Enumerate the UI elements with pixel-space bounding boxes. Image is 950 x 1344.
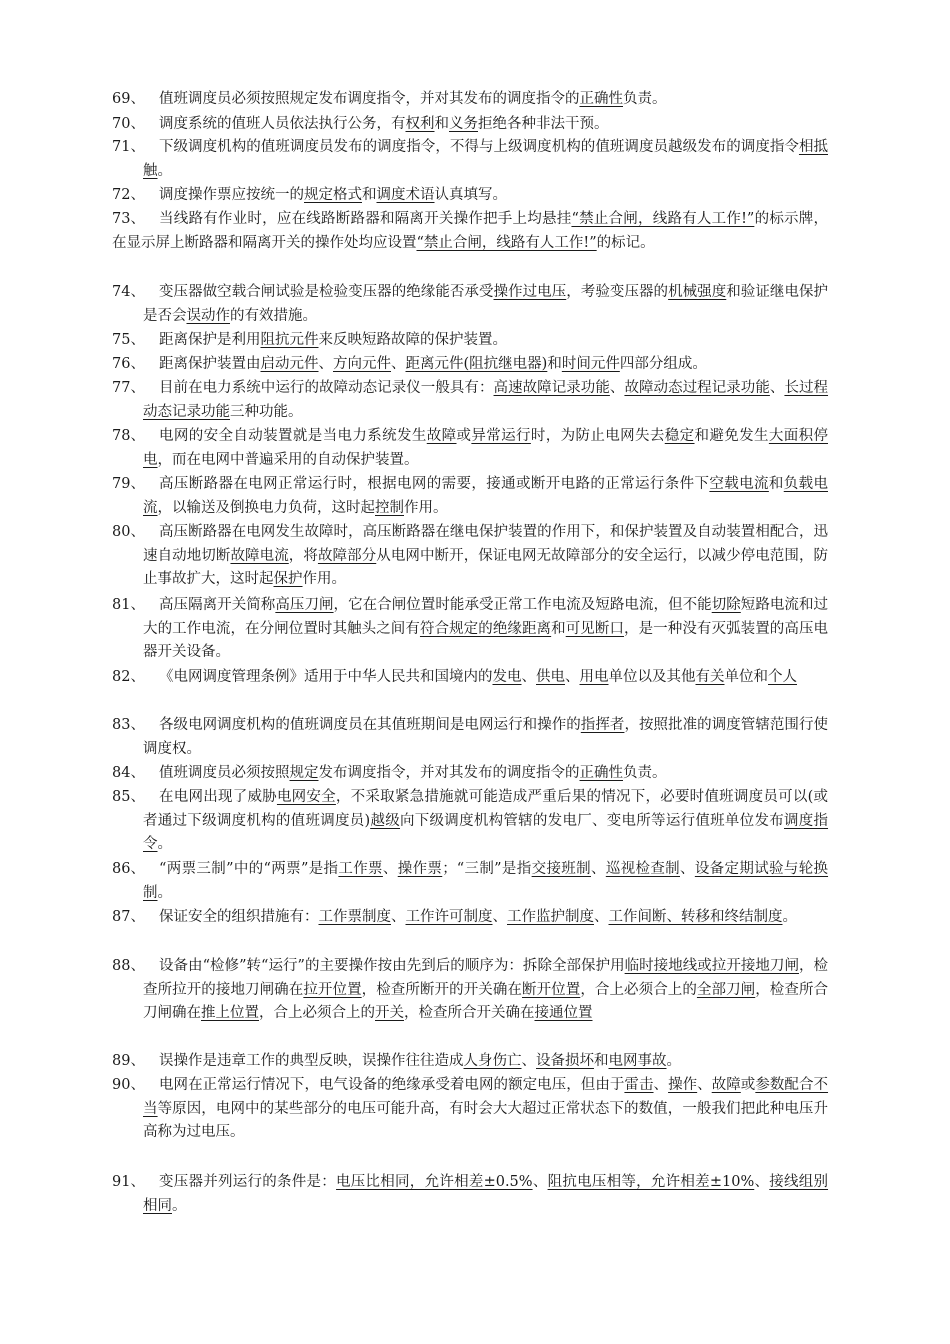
- list-item: [112, 858, 828, 905]
- text-segment: 当线路有作业时，应在线路断路器和隔离开关操作把手上均悬挂: [159, 211, 572, 227]
- answer-blank: 工作间断、转移和终结制度: [608, 909, 783, 925]
- text-segment: ，合上必须合上的: [259, 1005, 375, 1022]
- answer-blank: 故障电流: [230, 547, 289, 564]
- item-number: 83、: [112, 717, 145, 733]
- text-segment: 或: [740, 1077, 756, 1093]
- text-segment: 《电网调度管理条例》适用于中华人民共和国境内的: [159, 669, 493, 685]
- text-segment: 、: [590, 861, 606, 877]
- item-text: [143, 786, 828, 857]
- text-segment: 电网的安全自动装置就是当电力系统发生: [159, 428, 427, 444]
- answer-blank: 规定格式: [304, 187, 362, 203]
- answer-blank: 电压比相同，允许相差±0.5%: [336, 1174, 533, 1190]
- text-segment: ，而在电网中普遍采用的自动保护装置。: [157, 451, 419, 468]
- answer-blank: 高压刀闸: [275, 597, 334, 613]
- answer-blank: 高速故障记录功能: [493, 380, 610, 396]
- text-segment: 、: [594, 909, 609, 925]
- answer-blank: 设备损坏: [536, 1053, 594, 1069]
- item-number: 86、: [112, 861, 145, 877]
- answer-blank: 稳定: [664, 428, 695, 444]
- item-number: 80、: [112, 524, 145, 540]
- text-segment: 。: [666, 1053, 681, 1069]
- text-segment: 和: [547, 356, 562, 372]
- answer-blank: 工作票: [338, 861, 383, 877]
- text-segment: ，检查所拉开的接地刀闸确在: [143, 958, 828, 998]
- item-number: 75、: [112, 332, 145, 348]
- text-segment: 下级调度机构的值班调度员发布的调度指令，不得与上级调度机构的值班调度员越级发布的调度指令: [159, 139, 799, 155]
- text-segment: ，将: [288, 547, 318, 564]
- answer-blank: 正确性: [579, 765, 623, 781]
- answer-blank: 断开位置: [522, 981, 581, 998]
- text-segment: 高压断路器在电网发生故障时，高压断路器在继电保护装置的作用下，和保护装置及自动装置相配合，迅速自动地切断: [143, 524, 828, 564]
- text-segment: 的有效措施。: [230, 307, 317, 324]
- text-segment: 等原因，电网中的某些部分的电压可能升高，有时会大大超过正常状态下的数值，一般我们把此种电压升高称为过电压。: [143, 1100, 828, 1141]
- answer-blank: 用电: [579, 669, 609, 685]
- item-text: [143, 1171, 828, 1218]
- answer-blank: 参数配合不当: [143, 1077, 829, 1117]
- item-number: 89、: [112, 1053, 145, 1069]
- answer-blank: 发电: [492, 669, 522, 685]
- item-number: 87、: [112, 909, 145, 925]
- item-text: [143, 1074, 828, 1145]
- text-segment: ，不采取紧急措施就可能造成严重后果的情况下，必要时值班调度员可以(或者通过下级调度机构的值班调度员): [143, 789, 829, 829]
- text-segment: 的标示牌，在显示屏上断路器和隔离开关的操作处均应设置: [112, 211, 829, 251]
- list-item: [112, 521, 828, 592]
- answer-blank: 接通位置: [534, 1005, 593, 1022]
- text-segment: 距离保护装置由: [159, 356, 261, 372]
- answer-blank: 大面积停电: [143, 428, 828, 468]
- answer-blank: 设备定期试验与轮换制: [143, 861, 829, 901]
- item-number: 88、: [112, 958, 145, 974]
- item-text: [143, 329, 828, 353]
- text-segment: 、: [609, 380, 625, 396]
- list-item: [112, 329, 828, 353]
- answer-blank: 方向元件: [333, 356, 391, 372]
- text-segment: 短路电流和过大的工作电流，在分闸位置时其触头之间有: [143, 597, 829, 637]
- answer-blank: 空载电流: [709, 476, 769, 492]
- text-segment: 和: [768, 476, 784, 492]
- text-segment: 各级电网调度机构的值班调度员在其值班期间是电网运行和操作的: [159, 717, 581, 733]
- text-segment: 设备由“检修”转“运行”的主要操作按由先到后的顺序为：拆除全部保护用: [159, 958, 625, 974]
- answer-blank: 规定: [289, 765, 319, 781]
- list-item: [112, 955, 828, 1026]
- text-segment: ；“三制”是指: [442, 861, 532, 877]
- answer-blank: 义务: [449, 116, 478, 132]
- text-segment: 向下级调度机构管辖的发电厂、变电所等运行值班单位发布: [400, 812, 784, 829]
- answer-blank: 临时接地线或拉开接地刀闸: [624, 958, 799, 974]
- text-segment: 、: [769, 380, 785, 396]
- answer-blank: 推上位置: [201, 1005, 259, 1022]
- item-text: [143, 281, 828, 328]
- list-item: [112, 425, 828, 472]
- item-number: 73、: [112, 211, 145, 227]
- text-segment: 变压器做空载合闸试验是检验变压器的绝缘能否承受: [159, 284, 494, 300]
- text-segment: 来反映短路故障的保护装置。: [318, 332, 507, 348]
- answer-blank: 巡视检查制: [605, 861, 680, 877]
- answer-blank: 有关: [695, 669, 725, 685]
- answer-blank: 控制: [375, 499, 404, 516]
- answer-blank: 电网事故: [608, 1053, 667, 1069]
- item-text: [143, 1050, 828, 1074]
- text-segment: 、: [521, 1053, 536, 1069]
- list-item: [112, 714, 828, 761]
- text-segment: 从电网中断开，保证电网无故障部分的安全运行，以减少停电范围，防止事故扩大，这时起: [143, 547, 829, 588]
- text-segment: 的标记。: [596, 234, 655, 251]
- list-item: [112, 184, 828, 208]
- text-segment: 变压器并列运行的条件是：: [159, 1174, 337, 1190]
- list-item: [112, 136, 828, 183]
- item-number: 79、: [112, 476, 145, 492]
- text-segment: 和: [362, 187, 377, 203]
- answer-blank: 接线组别相同: [143, 1174, 829, 1214]
- text-segment: 和避免发生: [694, 428, 769, 444]
- item-text: [143, 666, 828, 690]
- answer-blank: 启动元件: [260, 356, 319, 372]
- answer-blank: 供电: [536, 669, 565, 685]
- item-number: 85、: [112, 789, 145, 805]
- answer-blank: 电网安全: [276, 789, 336, 805]
- text-segment: 、: [680, 861, 695, 877]
- item-text: [143, 184, 828, 208]
- answer-blank: 距离元件(阻抗继电器): [405, 356, 548, 372]
- answer-blank: “禁止合闸，线路有人工作!”: [416, 234, 597, 251]
- text-segment: 保证安全的组织措施有：: [159, 909, 319, 925]
- text-segment: 、: [565, 669, 580, 685]
- text-segment: 三种功能。: [230, 403, 303, 420]
- item-text: [143, 521, 828, 592]
- answer-blank: 负载电流: [143, 476, 828, 516]
- text-segment: ，合上必须合上的: [580, 981, 697, 998]
- item-text: [143, 858, 828, 905]
- item-text: [112, 208, 828, 255]
- answer-blank: 正确性: [579, 91, 623, 107]
- answer-blank: 开关: [375, 1005, 404, 1022]
- item-number: 91、: [112, 1174, 145, 1190]
- item-number: 76、: [112, 356, 145, 372]
- text-segment: 、: [532, 1174, 548, 1190]
- item-number: 70、: [112, 116, 145, 132]
- text-segment: 四部分组成。: [619, 356, 707, 372]
- text-segment: “两票三制”中的“两票”是指: [159, 861, 339, 877]
- text-segment: ，按照批准的调度管辖范围行使调度权。: [143, 717, 829, 757]
- item-number: 81、: [112, 597, 145, 613]
- text-segment: 、: [391, 909, 406, 925]
- item-text: [143, 88, 828, 112]
- item-number: 69、: [112, 91, 145, 107]
- answer-blank: 全部刀闸: [696, 981, 756, 998]
- answer-blank: 操作过电压: [493, 284, 567, 300]
- text-segment: 负责。: [623, 91, 667, 107]
- item-number: 72、: [112, 187, 145, 203]
- text-segment: 发布调度指令，并对其发布的调度指令的: [318, 765, 580, 781]
- text-segment: 作用。: [302, 571, 346, 588]
- answer-blank: 指挥者: [580, 717, 625, 733]
- list-item: [112, 281, 828, 328]
- text-segment: 目前在电力系统中运行的故障动态记录仪一般具有：: [159, 380, 494, 396]
- answer-blank: 切除: [711, 597, 741, 613]
- answer-blank: 时间元件: [561, 356, 620, 372]
- item-number: 71、: [112, 139, 145, 155]
- answer-blank: 符合规定的绝缘距离: [419, 620, 552, 637]
- list-item: [112, 88, 828, 112]
- text-segment: 、: [754, 1174, 770, 1190]
- answer-blank: 工作许可制度: [405, 909, 493, 925]
- item-number: 74、: [112, 284, 145, 300]
- item-text: [143, 353, 828, 377]
- item-text: [143, 594, 828, 665]
- answer-blank: 拉开位置: [303, 981, 362, 998]
- answer-blank: 误动作: [186, 307, 230, 324]
- list-item: [112, 1050, 828, 1074]
- text-segment: 认真填写。: [434, 187, 507, 203]
- text-segment: 时，为防止电网失去: [530, 428, 665, 444]
- text-segment: 或: [456, 428, 472, 444]
- text-segment: ，检查所合开关确在: [404, 1005, 535, 1022]
- answer-blank: 机械强度: [668, 284, 727, 300]
- text-segment: 。: [157, 884, 172, 901]
- text-segment: 高压隔离开关简称: [159, 597, 276, 613]
- list-item: [112, 353, 828, 377]
- list-item: [112, 1171, 828, 1218]
- item-number: 84、: [112, 765, 145, 781]
- answer-blank: 异常运行: [471, 428, 531, 444]
- text-segment: 误操作是违章工作的典型反映，误操作往往造成: [159, 1053, 464, 1069]
- text-segment: 。: [157, 836, 172, 853]
- answer-blank: 工作票制度: [318, 909, 391, 925]
- text-segment: 、: [697, 1077, 712, 1093]
- text-segment: 负责。: [623, 765, 667, 781]
- item-text: [143, 113, 828, 137]
- item-text: [143, 377, 828, 424]
- answer-blank: 故障: [711, 1077, 741, 1093]
- answer-blank: 故障动态过程记录功能: [624, 380, 770, 396]
- answer-blank: 工作监护制度: [507, 909, 594, 925]
- list-item: [112, 906, 828, 930]
- answer-blank: 保护: [273, 571, 303, 588]
- list-item: [112, 786, 828, 857]
- text-segment: 、: [492, 909, 507, 925]
- text-segment: 和: [434, 116, 449, 132]
- answer-blank: 越级: [370, 812, 400, 829]
- item-number: 78、: [112, 428, 145, 444]
- text-segment: 、: [318, 356, 333, 372]
- list-item: [112, 473, 828, 520]
- item-text: [143, 906, 828, 930]
- text-segment: 在电网出现了威胁: [159, 789, 277, 805]
- text-segment: 。: [782, 909, 797, 925]
- answer-blank: 调度指令: [143, 812, 829, 853]
- answer-blank: 阻抗元件: [260, 332, 319, 348]
- text-segment: 和: [551, 620, 566, 637]
- text-segment: ，检查所合刀闸确在: [143, 981, 829, 1022]
- text-segment: ，以输送及倒换电力负荷，这时起: [157, 499, 375, 516]
- item-number: 77、: [112, 380, 145, 396]
- answer-blank: 雷击: [624, 1077, 654, 1093]
- answer-blank: “禁止合闸，线路有人工作!”: [571, 211, 755, 227]
- text-segment: 调度系统的值班人员依法执行公务，有: [159, 116, 406, 132]
- answer-blank: 权利: [405, 116, 435, 132]
- answer-blank: 可见断口: [565, 620, 625, 637]
- list-item: [112, 666, 828, 690]
- item-text: [143, 425, 828, 472]
- item-text: [143, 955, 828, 1026]
- text-segment: 作用。: [404, 499, 448, 516]
- text-segment: 单位以及其他: [608, 669, 696, 685]
- item-number: 90、: [112, 1077, 145, 1093]
- text-segment: 值班调度员必须按照规定发布调度指令，并对其发布的调度指令的: [159, 91, 580, 107]
- answer-blank: 长过程动态记录功能: [143, 380, 829, 420]
- item-text: [143, 473, 828, 520]
- text-segment: 距离保护是利用: [159, 332, 261, 348]
- answer-blank: 个人: [768, 669, 797, 685]
- text-segment: 拒绝各种非法干预。: [478, 116, 609, 132]
- answer-blank: 阻抗电压相等，允许相差±10%: [547, 1174, 755, 1190]
- text-segment: 调度操作票应按统一的: [159, 187, 304, 203]
- item-text: [143, 714, 828, 761]
- answer-blank: 操作票: [397, 861, 443, 877]
- text-segment: 、: [653, 1077, 669, 1093]
- text-segment: 和: [594, 1053, 609, 1069]
- answer-blank: 故障部分: [317, 547, 377, 564]
- answer-blank: 操作: [668, 1077, 698, 1093]
- item-text: [143, 762, 828, 786]
- answer-blank: 相抵触: [143, 139, 828, 179]
- text-segment: 值班调度员必须按照: [159, 765, 290, 781]
- text-segment: 、: [382, 861, 398, 877]
- text-segment: ，是一种没有灭弧装置的高压电器开关设备。: [143, 620, 829, 661]
- answer-blank: 人身伤亡: [463, 1053, 522, 1069]
- text-segment: 单位和: [724, 669, 768, 685]
- item-text: [143, 136, 828, 183]
- list-item: [112, 377, 828, 424]
- text-segment: ，考验变压器的: [566, 284, 669, 300]
- text-segment: 、: [391, 356, 406, 372]
- list-item: [112, 1074, 828, 1145]
- answer-blank: 故障: [426, 428, 457, 444]
- text-segment: 电网在正常运行情况下，电气设备的绝缘承受着电网的额定电压，但由于: [159, 1077, 625, 1093]
- text-segment: 和验证继电保护是否会: [143, 284, 829, 324]
- list-item: [112, 113, 828, 137]
- text-segment: 高压断路器在电网正常运行时，根据电网的需要，接通或断开电路的正常运行条件下: [159, 476, 710, 492]
- list-item: [112, 594, 828, 665]
- item-number: 82、: [112, 669, 145, 685]
- list-item: [112, 762, 828, 786]
- list-item: [112, 208, 828, 255]
- text-segment: ，检查所断开的开关确在: [361, 981, 522, 998]
- text-segment: 。: [172, 1197, 187, 1214]
- answer-blank: 调度术语: [376, 187, 435, 203]
- text-segment: 、: [521, 669, 536, 685]
- answer-blank: 交接班制: [531, 861, 591, 877]
- text-segment: 。: [157, 162, 172, 179]
- text-segment: ，它在合闸位置时能承受正常工作电流及短路电流，但不能: [333, 597, 712, 613]
